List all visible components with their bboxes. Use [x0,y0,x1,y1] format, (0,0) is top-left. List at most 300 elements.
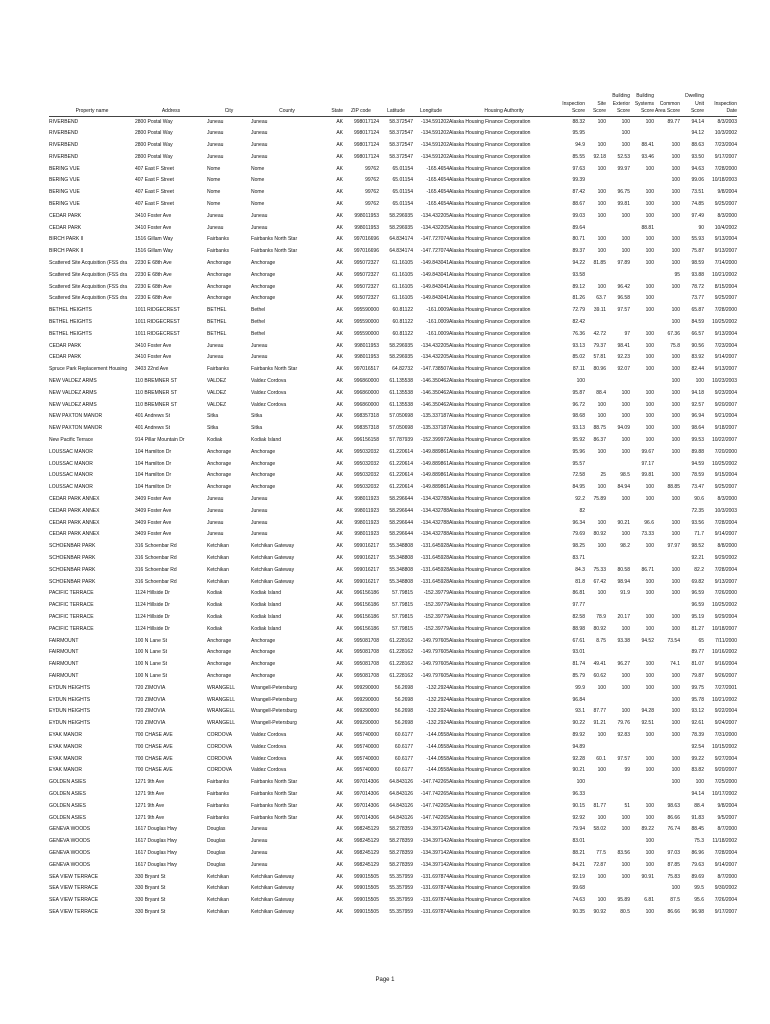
cell-city: Ketchikan [207,873,229,880]
table-row [49,400,737,412]
cell-state: AK [336,602,343,609]
cell-city: Kodiak [207,590,223,597]
cell-common-area-score: 100 [671,389,680,396]
cell-dwelling-unit-score: 92.57 [691,401,704,408]
cell-common-area-score: 100 [671,731,680,738]
cell-building-exterior-score: 100 [621,437,630,444]
table-row [49,282,737,294]
cell-common-area-score: 76.74 [667,826,680,833]
cell-latitude: 55.357959 [389,873,413,880]
cell-latitude: 58.372547 [389,142,413,149]
table-row [49,553,737,565]
cell-address: 2800 Postal Way [135,142,173,149]
cell-dwelling-unit-score: 73.51 [691,189,704,196]
cell-address: 110 BREMNER ST [135,389,178,396]
cell-property-name: Spruce Park Replacement Housing [49,366,128,373]
cell-site-score: 100 [597,201,606,208]
cell-city: WRANGELL [207,696,236,703]
cell-city: CORDOVA [207,755,232,762]
header-row [49,93,737,101]
cell-inspection-date: 10/3/2002 [714,130,737,137]
cell-property-name: FAIRMOUNT [49,649,79,656]
cell-building-systems-score: 100 [645,484,654,491]
cell-longitude: -144.0558 [426,767,449,774]
cell-longitude: -134.591202 [420,118,449,125]
table-row [49,647,737,659]
cell-address: 330 Bryant St [135,908,166,915]
cell-inspection-score: 96.84 [572,696,585,703]
cell-state: AK [336,378,343,385]
cell-building-systems-score: 100 [645,496,654,502]
cell-inspection-score: 89.64 [572,224,585,231]
cell-county: Juneau [251,531,268,538]
header-address: Address [135,108,207,116]
cell-city: Ketchikan [207,543,229,550]
cell-city: CORDOVA [207,743,232,750]
cell-common-area-score: 100 [671,531,680,538]
cell-latitude: 57.050698 [389,413,413,420]
cell-housing-authority: Alaska Housing Finance Corporation [449,838,531,845]
cell-county: Nome [251,165,265,172]
header-city [207,101,251,109]
cell-property-name: LOUSSAC MANOR [49,448,93,455]
cell-state: AK [336,413,343,420]
cell-address: 700 CHASE AVE [135,731,173,738]
table-row [49,754,737,766]
cell-building-exterior-score: 97.89 [617,260,630,267]
cell-longitude: -149.843041 [420,260,449,267]
cell-city: Anchorage [207,672,232,679]
cell-common-area-score: 100 [671,401,680,408]
cell-site-score: 88.4 [596,389,606,396]
cell-site-score: 100 [597,248,606,255]
cell-zip-code: 995590000 [353,330,379,337]
cell-state: AK [336,531,343,538]
cell-dwelling-unit-score: 72.35 [691,507,704,514]
cell-inspection-score: 88.67 [572,201,585,208]
cell-building-systems-score: 93.46 [641,153,654,160]
cell-county: Kodiak Island [251,590,282,597]
cell-building-exterior-score: 93.38 [617,637,630,644]
cell-address: 2800 Postal Way [135,118,173,125]
cell-building-exterior-score: 97 [624,330,630,337]
cell-city: Fairbanks [207,248,229,255]
cell-site-score [585,836,606,848]
cell-building-systems-score: 89.22 [641,826,654,833]
cell-longitude: -144.0558 [426,755,449,762]
cell-city: Nome [207,177,221,184]
table-row [49,187,737,199]
cell-inspection-date: 9/23/2004 [714,389,737,396]
cell-latitude: 55.357959 [389,897,413,904]
cell-inspection-score: 93.01 [572,649,585,656]
cell-longitude: -144.0558 [426,731,449,738]
cell-address: 407 East F Street [135,189,174,196]
cell-state: AK [336,307,343,314]
cell-housing-authority: Alaska Housing Finance Corporation [449,236,531,243]
cell-site-score: 88.75 [593,425,606,432]
cell-city: WRANGELL [207,720,236,727]
cell-site-score: 100 [597,118,606,125]
cell-building-systems-score: 90.91 [641,873,654,880]
cell-county: Anchorage [251,295,276,302]
cell-zip-code: 995032032 [353,448,379,455]
cell-dwelling-unit-score: 65.87 [691,307,704,314]
cell-site-score [585,128,606,140]
header-county [251,93,323,101]
cell-address: 1271 9th Ave [135,779,165,786]
cell-building-systems-score: 100 [645,342,654,349]
cell-housing-authority: Alaska Housing Finance Corporation [449,460,531,467]
cell-state: AK [336,908,343,915]
cell-dwelling-unit-score: 81.07 [691,661,704,668]
cell-city: Juneau [207,496,224,502]
cell-property-name: BERING VUE [49,201,80,208]
cell-longitude: -149.889861 [420,484,449,491]
cell-inspection-date: 9/26/2007 [714,672,737,679]
cell-inspection-score: 89.37 [572,248,585,255]
header-housing-authority [449,93,559,101]
cell-site-score: 57.81 [593,354,606,361]
cell-latitude: 57.79815 [392,590,413,597]
cell-state: AK [336,460,343,467]
cell-building-exterior-score: 51 [624,802,630,809]
cell-property-name: EYDUN HEIGHTS [49,696,91,703]
cell-city: Fairbanks [207,779,229,786]
cell-dwelling-unit-score: 69.82 [691,578,704,585]
cell-housing-authority: Alaska Housing Finance Corporation [449,342,531,349]
cell-site-score: 81.77 [593,802,606,809]
cell-property-name: GOLDEN ASIES [49,779,86,786]
cell-city: Ketchikan [207,566,229,573]
cell-housing-authority: Alaska Housing Finance Corporation [449,437,531,444]
cell-city: Kodiak [207,437,223,444]
cell-inspection-score: 96.72 [572,401,585,408]
cell-county: Anchorage [251,260,276,267]
cell-city: Anchorage [207,637,232,644]
cell-zip-code: 996156186 [353,625,379,632]
cell-inspection-date: 9/8/2004 [717,802,737,809]
cell-county: Ketchikan Gateway [251,873,295,880]
cell-city: Anchorage [207,283,232,290]
cell-site-score: 75.89 [593,496,606,502]
cell-building-systems-score [630,506,654,518]
cell-zip-code: 999290000 [353,708,379,715]
cell-common-area-score: 100 [671,720,680,727]
cell-site-score: 100 [597,448,606,455]
table-row [49,801,737,813]
header-building-systems-score: Score [630,108,654,116]
cell-zip-code: 997016696 [353,236,379,243]
table-row [49,293,737,305]
cell-building-exterior-score: 100 [621,142,630,149]
cell-inspection-score: 97.77 [572,602,585,609]
cell-inspection-score: 84.95 [572,484,585,491]
cell-common-area-score: 100 [671,625,680,632]
cell-common-area-score [654,506,680,518]
cell-building-exterior-score: 100 [621,826,630,833]
cell-property-name: LOUSSAC MANOR [49,472,93,479]
cell-building-exterior-score [606,789,630,801]
cell-latitude: 56.2698 [394,696,413,703]
cell-site-score: 100 [597,401,606,408]
cell-zip-code: 999016217 [353,543,379,550]
cell-inspection-score: 97.63 [572,165,585,172]
table-row [49,529,737,541]
cell-longitude: -134.432788 [420,531,449,538]
table-row [49,565,737,577]
header-longitude: Longitude [413,108,449,116]
header-site-score [585,93,606,101]
cell-site-score [585,695,606,707]
table-row [49,447,737,459]
cell-common-area-score [654,836,680,848]
cell-county: Fairbanks North Star [251,366,298,373]
cell-longitude: -132.2924 [426,708,449,715]
cell-state: AK [336,401,343,408]
cell-housing-authority: Alaska Housing Finance Corporation [449,802,531,809]
cell-dwelling-unit-score: 78.72 [691,283,704,290]
cell-building-systems-score: 99.67 [641,448,654,455]
cell-housing-authority: Alaska Housing Finance Corporation [449,625,531,632]
cell-site-score [585,600,606,612]
table-row [49,341,737,353]
cell-common-area-score [654,789,680,801]
cell-city: Ketchikan [207,885,229,892]
cell-building-systems-score: 94.28 [641,708,654,715]
cell-building-exterior-score [606,600,630,612]
cell-address: 1271 9th Ave [135,790,165,797]
cell-longitude: -134.397142 [420,849,449,856]
cell-longitude: -135.337187 [420,425,449,432]
cell-county: Fairbanks North Star [251,779,298,786]
cell-latitude: 58.372547 [389,130,413,137]
cell-inspection-date: 9/25/2007 [714,201,737,208]
cell-dwelling-unit-score: 99.22 [691,755,704,762]
cell-longitude: -152.39779 [423,613,449,620]
cell-state: AK [336,720,343,727]
cell-property-name: CEDAR PARK [49,342,82,349]
cell-building-exterior-score: 100 [621,389,630,396]
cell-address: 1617 Douglas Hwy [135,826,177,833]
header-inspection-date: Inspection [714,100,737,107]
cell-property-name: CEDAR PARK ANNEX [49,507,100,514]
cell-address: 316 Schoenbar Rd [135,566,177,573]
cell-inspection-date: 7/23/2004 [714,342,737,349]
cell-common-area-score: 100 [671,212,680,219]
cell-address: 2230 E 68th Ave [135,271,172,278]
header-housing-authority: Housing Authority [449,108,559,116]
cell-county: Anchorage [251,484,276,491]
cell-inspection-date: 7/20/2000 [714,448,737,455]
cell-longitude: -131.645928 [420,578,449,585]
cell-city: Douglas [207,861,226,868]
cell-inspection-date: 8/3/2000 [717,496,737,502]
cell-property-name: BERING VUE [49,177,80,184]
cell-city: Juneau [207,153,224,160]
cell-dwelling-unit-score: 98.52 [691,543,704,550]
cell-building-systems-score: 100 [645,189,654,196]
cell-common-area-score: 100 [671,590,680,597]
cell-building-systems-score [630,883,654,895]
cell-property-name: BIRCH PARK II [49,236,84,243]
cell-building-systems-score: 100 [645,838,654,845]
cell-inspection-date: 9/30/2002 [714,885,737,892]
cell-address: 1124 Hillside Dr [135,625,170,632]
cell-building-systems-score [630,742,654,754]
cell-common-area-score: 100 [671,578,680,585]
cell-county: Valdez Cordova [251,389,287,396]
cell-longitude: -149.797605 [420,661,449,668]
cell-address: 914 Pillar Mountain Dr [135,437,185,444]
cell-longitude: -147.738507 [420,366,449,373]
cell-state: AK [336,802,343,809]
cell-dwelling-unit-score: 94.59 [691,460,704,467]
cell-common-area-score: 100 [671,201,680,208]
cell-building-exterior-score: 98.2 [620,543,630,550]
cell-longitude: -131.697874 [420,897,449,904]
cell-property-name: Scattered Site Acquisition (FSS dra [49,295,128,302]
table-row [49,824,737,836]
cell-building-systems-score: 100 [645,625,654,632]
cell-latitude: 58.296935 [389,224,413,231]
header-city [207,93,251,101]
cell-housing-authority: Alaska Housing Finance Corporation [449,283,531,290]
cell-housing-authority: Alaska Housing Finance Corporation [449,295,531,302]
cell-building-exterior-score: 99.81 [617,201,630,208]
cell-zip-code: 998011923 [354,531,379,538]
table-row [49,518,737,530]
table-row [49,588,737,600]
cell-longitude: -131.645928 [420,543,449,550]
header-site-score: Score [585,108,606,116]
cell-housing-authority: Alaska Housing Finance Corporation [449,885,531,892]
cell-latitude: 58.278359 [389,849,413,856]
cell-building-exterior-score [606,777,630,789]
cell-building-exterior-score [606,223,630,235]
cell-inspection-date: 7/26/2004 [714,897,737,904]
cell-inspection-date: 7/31/2000 [714,731,737,738]
cell-state: AK [336,342,343,349]
cell-building-systems-score: 100 [645,165,654,172]
cell-state: AK [336,838,343,845]
cell-inspection-date: 7/28/2004 [714,519,737,526]
cell-housing-authority: Alaska Housing Finance Corporation [449,755,531,762]
cell-address: 1271 9th Ave [135,814,165,821]
cell-site-score [585,883,606,895]
cell-housing-authority: Alaska Housing Finance Corporation [449,554,531,561]
cell-dwelling-unit-score: 99.06 [691,177,704,184]
cell-city: Juneau [207,130,224,137]
cell-address: 104 Hamilton Dr [135,472,172,479]
cell-inspection-date: 9/8/2004 [717,189,737,196]
cell-building-systems-score: 100 [645,613,654,620]
cell-county: Fairbanks North Star [251,790,298,797]
cell-common-area-score: 100 [671,236,680,243]
cell-zip-code: 995032032 [353,484,379,491]
cell-property-name: SEA VIEW TERRACE [49,885,99,892]
cell-housing-authority: Alaska Housing Finance Corporation [449,590,531,597]
cell-site-score: 91.21 [593,720,606,727]
cell-property-name: LOUSSAC MANOR [49,484,93,491]
cell-city: Anchorage [207,460,232,467]
cell-inspection-score: 79.69 [572,531,585,538]
cell-building-systems-score [630,647,654,659]
cell-zip-code: 995032032 [353,472,379,479]
cell-latitude: 64.834174 [389,236,413,243]
cell-latitude: 64.843126 [389,779,413,786]
cell-county: Anchorage [251,661,276,668]
cell-zip-code: 995740000 [353,731,379,738]
cell-address: 3410 Foster Ave [135,224,172,231]
cell-dwelling-unit-score: 88.45 [691,826,704,833]
cell-latitude: 60.81122 [392,330,413,337]
table-row [49,376,737,388]
cell-building-exterior-score: 84.94 [617,484,630,491]
cell-building-systems-score: 100 [645,401,654,408]
cell-state: AK [336,283,343,290]
cell-site-score: 60.62 [593,672,606,679]
table-row [49,329,737,341]
cell-property-name: NEW VALDEZ ARMS [49,401,97,408]
cell-site-score: 100 [597,283,606,290]
cell-address: 100 N Lane St [135,649,167,656]
cell-zip-code: 998245129 [353,849,379,856]
cell-longitude: -131.697874 [420,908,449,915]
cell-site-score: 81.85 [593,260,606,267]
cell-property-name: SEA VIEW TERRACE [49,873,99,880]
cell-inspection-date: 7/14/2000 [714,260,737,267]
cell-longitude: -149.843041 [420,295,449,302]
cell-address: 3409 Foster Ave [135,507,172,514]
cell-address: 720 ZIMOVIA [135,708,166,715]
table-row [49,695,737,707]
cell-county: Juneau [251,507,268,514]
cell-inspection-score: 94.89 [572,743,585,750]
header-dwelling-unit-score: Unit [695,100,704,107]
table-row [49,683,737,695]
cell-housing-authority: Alaska Housing Finance Corporation [449,472,531,479]
cell-inspection-date: 7/27/2001 [714,684,737,691]
cell-county: Juneau [251,861,268,868]
cell-latitude: 58.296644 [389,507,413,514]
cell-latitude: 56.2698 [394,684,413,691]
cell-zip-code: 998357318 [353,425,379,432]
cell-latitude: 61.135538 [389,389,413,396]
cell-state: AK [336,354,343,361]
cell-latitude: 57.79815 [392,625,413,632]
cell-address: 330 Bryant St [135,885,166,892]
cell-longitude: -147.742265 [420,814,449,821]
cell-address: 700 CHASE AVE [135,767,173,774]
table-row [49,883,737,895]
cell-dwelling-unit-score: 92.61 [691,720,704,727]
cell-zip-code: 998011923 [354,496,379,502]
cell-housing-authority: Alaska Housing Finance Corporation [449,649,531,656]
cell-housing-authority: Alaska Housing Finance Corporation [449,153,531,160]
cell-latitude: 58.296935 [389,212,413,219]
cell-address: 104 Hamilton Dr [135,460,172,467]
cell-housing-authority: Alaska Housing Finance Corporation [449,720,531,727]
table-row [49,612,737,624]
cell-city: Fairbanks [207,366,229,373]
cell-longitude: -165.4654 [426,177,449,184]
table-row [49,388,737,400]
cell-address: 3409 Foster Ave [135,519,172,526]
cell-state: AK [336,767,343,774]
cell-inspection-score: 84.21 [572,861,585,868]
cell-city: WRANGELL [207,708,236,715]
